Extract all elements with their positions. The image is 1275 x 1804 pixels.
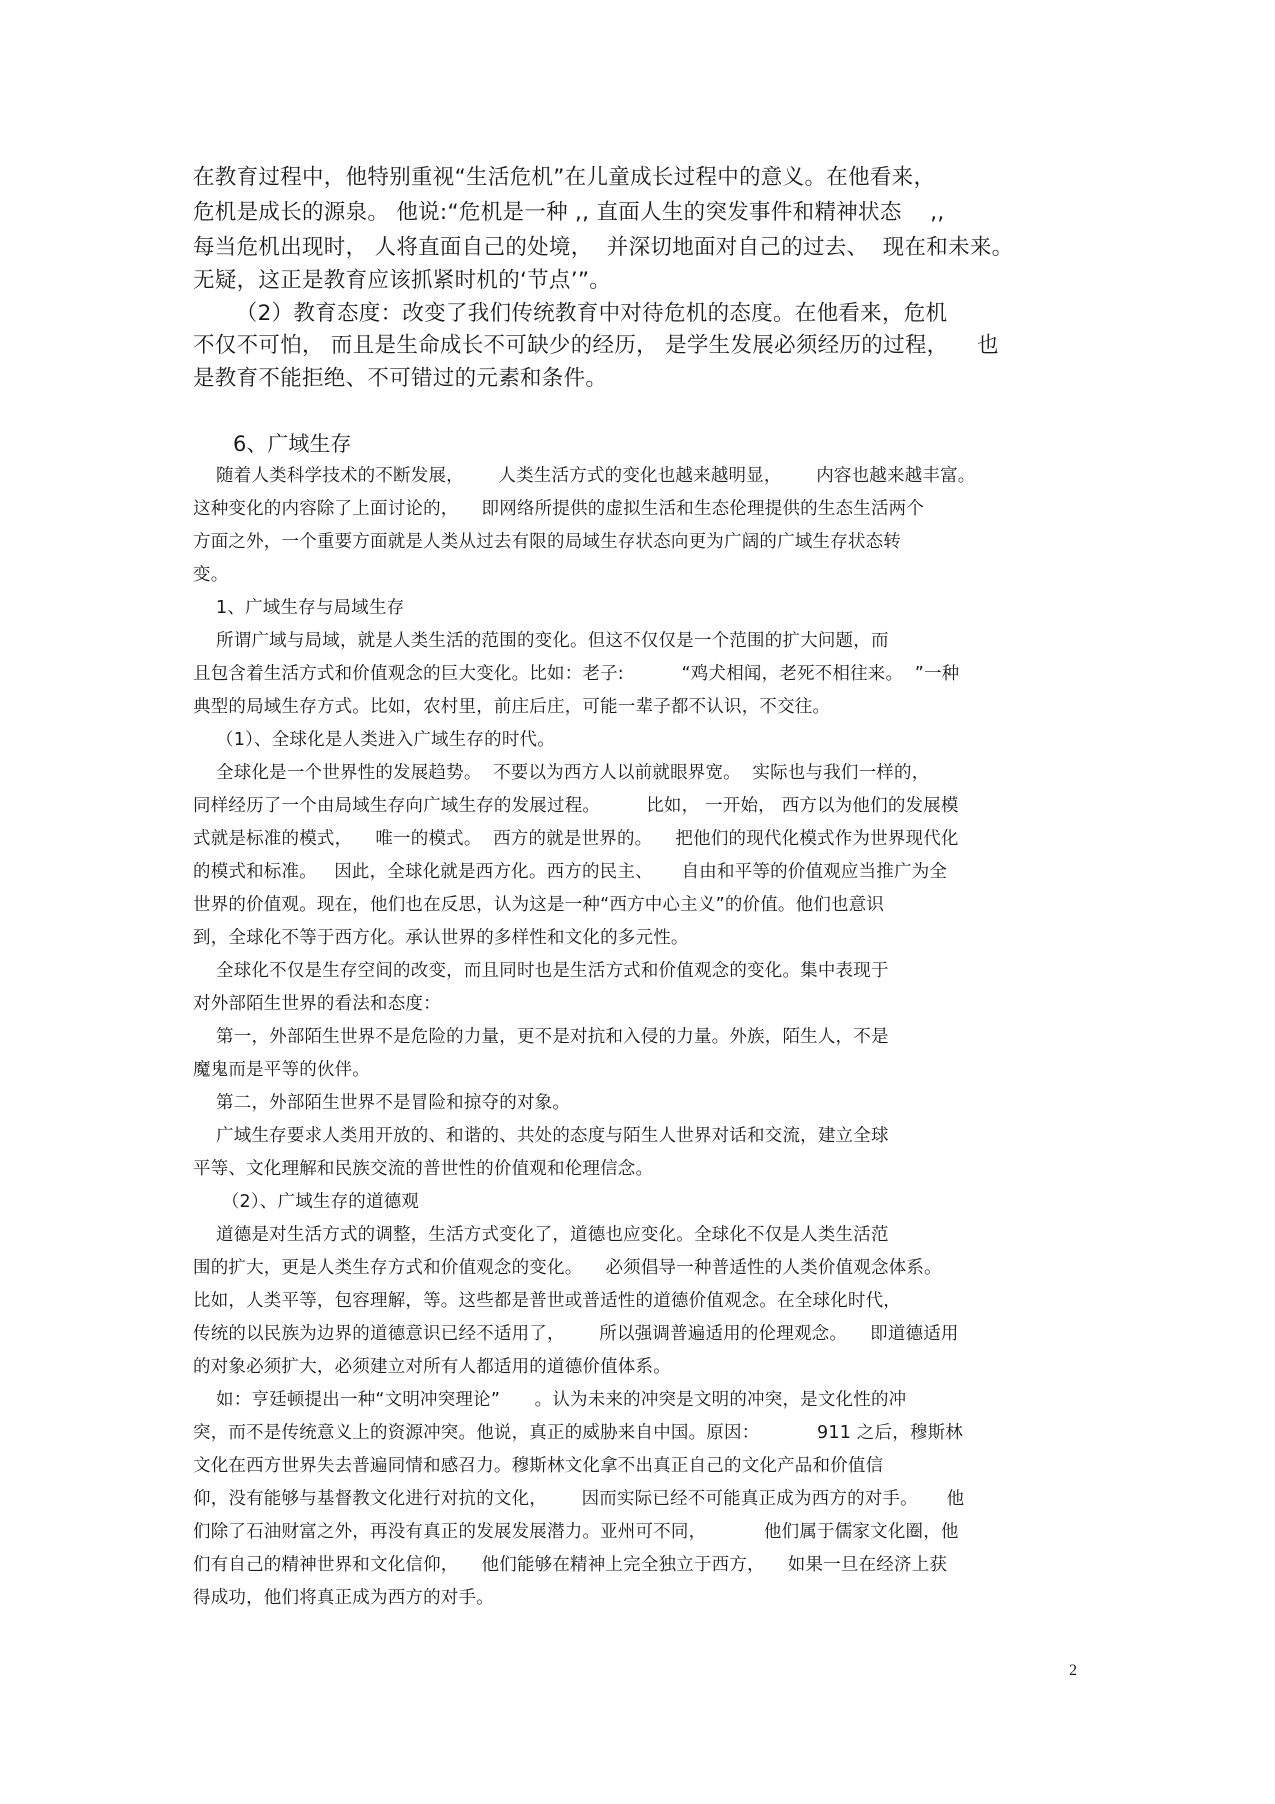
text-line: 平等、文化理解和民族交流的普世性的价值观和伦理信念。	[193, 1159, 654, 1179]
text-line: 危机是成长的源泉。 他说:“危机是一种 ,, 直面人生的突发事件和精神状态 ,,	[193, 200, 945, 225]
text-line: 的模式和标准。 因此，全球化就是西方化。西方的民主、 自由和平等的价值观应当推广为全	[193, 862, 948, 882]
text-line: 典型的局域生存方式。比如，农村里，前庄后庄，可能一辈子都不认识，不交往。	[193, 697, 831, 717]
text-line: 这种变化的内容除了上面讨论的， 即网络所提供的虚拟生活和生态伦理提供的生态生活两个	[193, 499, 925, 519]
text-line: 道德是对生活方式的调整，生活方式变化了，道德也应变化。全球化不仅是人类生活范	[193, 1225, 889, 1245]
text-line: 围的扩大，更是人类生存方式和价值观念的变化。 必须倡导一种普适性的人类价值观念体系。	[193, 1258, 942, 1278]
text-line: 传统的以民族为边界的道德意识已经不适用了， 所以强调普遍适用的伦理观念。 即道德适用	[193, 1324, 959, 1344]
subheading: 1、广域生存与局域生存	[193, 598, 405, 618]
subheading: （2）、广域生存的道德观	[193, 1192, 420, 1212]
text-line: 们有自己的精神世界和文化信仰， 他们能够在精神上完全独立于西方， 如果一旦在经济上获	[193, 1555, 948, 1575]
text-line: 们除了石油财富之外，再没有真正的发展发展潜力。亚州可不同， 他们属于儒家文化圈，他	[193, 1522, 959, 1542]
subheading: （1）、全球化是人类进入广域生存的时代。	[193, 730, 555, 750]
text-line: 在教育过程中，他特别重视“生活危机”在儿童成长过程中的意义。在他看来，	[193, 165, 936, 190]
text-line: 仰，没有能够与基督教文化进行对抗的文化， 因而实际已经不可能真正成为西方的对手。 他	[193, 1489, 965, 1509]
text-line: （2）教育态度：改变了我们传统教育中对待危机的态度。在他看来，危机	[193, 301, 948, 326]
text-line: 同样经历了一个由局域生存向广域生存的发展过程。 比如， 一开始， 西方以为他们的发展模	[193, 796, 959, 816]
text-line: 每当危机出现时， 人将直面自己的处境， 并深切地面对自己的过去、 现在和未来。	[193, 235, 1014, 260]
text-line: 到，全球化不等于西方化。承认世界的多样性和文化的多元性。	[193, 928, 689, 948]
text-line: 变。	[193, 565, 229, 585]
text-line: 是教育不能拒绝、不可错过的元素和条件。	[193, 366, 608, 391]
text-line: 所谓广域与局域，就是人类生活的范围的变化。但这不仅仅是一个范围的扩大问题，而	[193, 631, 889, 651]
text-line: 的对象必须扩大，必须建立对所有人都适用的道德价值体系。	[193, 1357, 671, 1377]
text-line: 全球化不仅是生存空间的改变，而且同时也是生活方式和价值观念的变化。集中表现于	[193, 961, 889, 981]
section-heading: 6、广域生存	[193, 432, 352, 456]
text-line: 式就是标准的模式， 唯一的模式。 西方的就是世界的。 把他们的现代化模式作为世界现代化	[193, 829, 959, 849]
text-line: 无疑，这正是教育应该抓紧时机的‘节点’”。	[193, 268, 612, 293]
text-line: 且包含着生活方式和价值观念的巨大变化。比如：老子: “鸡犬相闻，老死不相往来。 ”一种	[193, 664, 960, 684]
text-line: 全球化是一个世界性的发展趋势。 不要以为西方人以前就眼界宽。 实际也与我们一样的，	[193, 763, 930, 783]
text-line: 对外部陌生世界的看法和态度：	[193, 994, 441, 1014]
text-line: 比如，人类平等，包容理解，等。这些都是普世或普适性的道德价值观念。在全球化时代，	[193, 1291, 901, 1311]
text-line: 第二，外部陌生世界不是冒险和掠夺的对象。	[193, 1093, 571, 1113]
text-line: 方面之外，一个重要方面就是人类从过去有限的局域生存状态向更为广阔的广域生存状态转	[193, 532, 901, 552]
text-line: 得成功，他们将真正成为西方的对手。	[193, 1588, 494, 1608]
text-line: 不仅不可怕， 而且是生命成长不可缺少的经历， 是学生发展必须经历的过程， 也	[193, 333, 999, 358]
text-line: 世界的价值观。现在，他们也在反思，认为这是一种“西方中心主义”的价值。他们也意识	[193, 895, 885, 915]
text-line: 突，而不是传统意义上的资源冲突。他说，真正的威胁来自中国。原因： 911 之后，穆斯林	[193, 1423, 963, 1443]
text-line: 随着人类科学技术的不断发展， 人类生活方式的变化也越来越明显， 内容也越来越丰富。	[193, 466, 976, 486]
text-line: 如：亨廷顿提出一种“文明冲突理论” 。认为未来的冲突是文明的冲突，是文化性的冲	[193, 1390, 907, 1410]
text-line: 魔鬼而是平等的伙伴。	[193, 1060, 370, 1080]
text-line: 广域生存要求人类用开放的、和谐的、共处的态度与陌生人世界对话和交流，建立全球	[193, 1126, 889, 1146]
page-number: 2	[1069, 1662, 1077, 1679]
text-line: 文化在西方世界失去普遍同情和感召力。穆斯林文化拿不出真正自己的文化产品和价值信	[193, 1456, 884, 1476]
text-line: 第一，外部陌生世界不是危险的力量，更不是对抗和入侵的力量。外族，陌生人，不是	[193, 1027, 889, 1047]
